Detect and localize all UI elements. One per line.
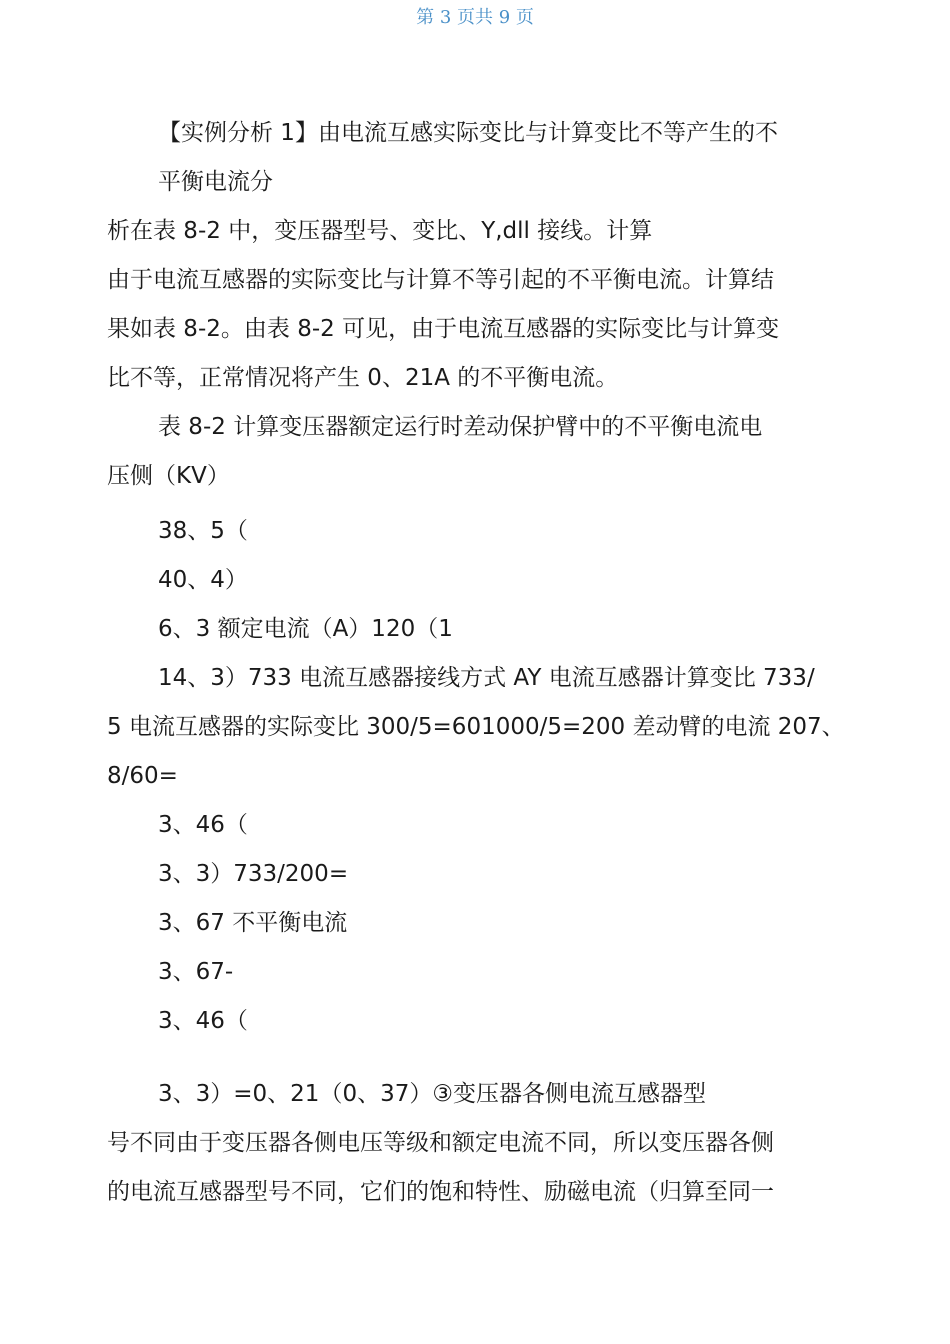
text-line: 3、67- [158, 959, 234, 985]
text-line: 14、3）733 电流互感器接线方式 AY 电流互感器计算变比 733/ [158, 665, 815, 691]
text-line: 3、3）733/200= [158, 861, 349, 887]
text-line: 8/60= [107, 763, 178, 789]
text-line: 38、5（ [158, 518, 248, 544]
text-line: 3、46（ [158, 812, 248, 838]
text-line: 平衡电流分 [158, 169, 273, 195]
text-line: 表 8-2 计算变压器额定运行时差动保护臂中的不平衡电流电 [158, 414, 763, 440]
text-line: 3、67 不平衡电流 [158, 910, 348, 936]
text-line: 【实例分析 1】由电流互感实际变比与计算变比不等产生的不 [158, 120, 778, 146]
text-line: 3、3）=0、21（0、37）③变压器各侧电流互感器型 [158, 1081, 706, 1107]
text-line: 析在表 8-2 中，变压器型号、变比、Y,dll 接线。计算 [107, 218, 653, 244]
text-line: 压侧（KV） [107, 463, 230, 489]
text-line: 比不等，正常情况将产生 0、21A 的不平衡电流。 [107, 365, 619, 391]
text-line: 40、4） [158, 567, 248, 593]
text-line: 号不同由于变压器各侧电压等级和额定电流不同，所以变压器各侧 [107, 1130, 774, 1156]
text-line: 果如表 8-2。由表 8-2 可见，由于电流互感器的实际变比与计算变 [107, 316, 780, 342]
text-line: 5 电流互感器的实际变比 300/5=601000/5=200 差动臂的电流 207、 [107, 714, 845, 740]
text-line: 由于电流互感器的实际变比与计算不等引起的不平衡电流。计算结 [107, 267, 774, 293]
document-body [107, 109, 845, 1217]
text-line: 的电流互感器型号不同，它们的饱和特性、励磁电流（归算至同一 [107, 1179, 774, 1205]
text-line: 3、46（ [158, 1008, 248, 1034]
page-indicator: 第 3 页共 9 页 [416, 7, 534, 28]
text-line: 6、3 额定电流（A）120（1 [158, 616, 453, 642]
